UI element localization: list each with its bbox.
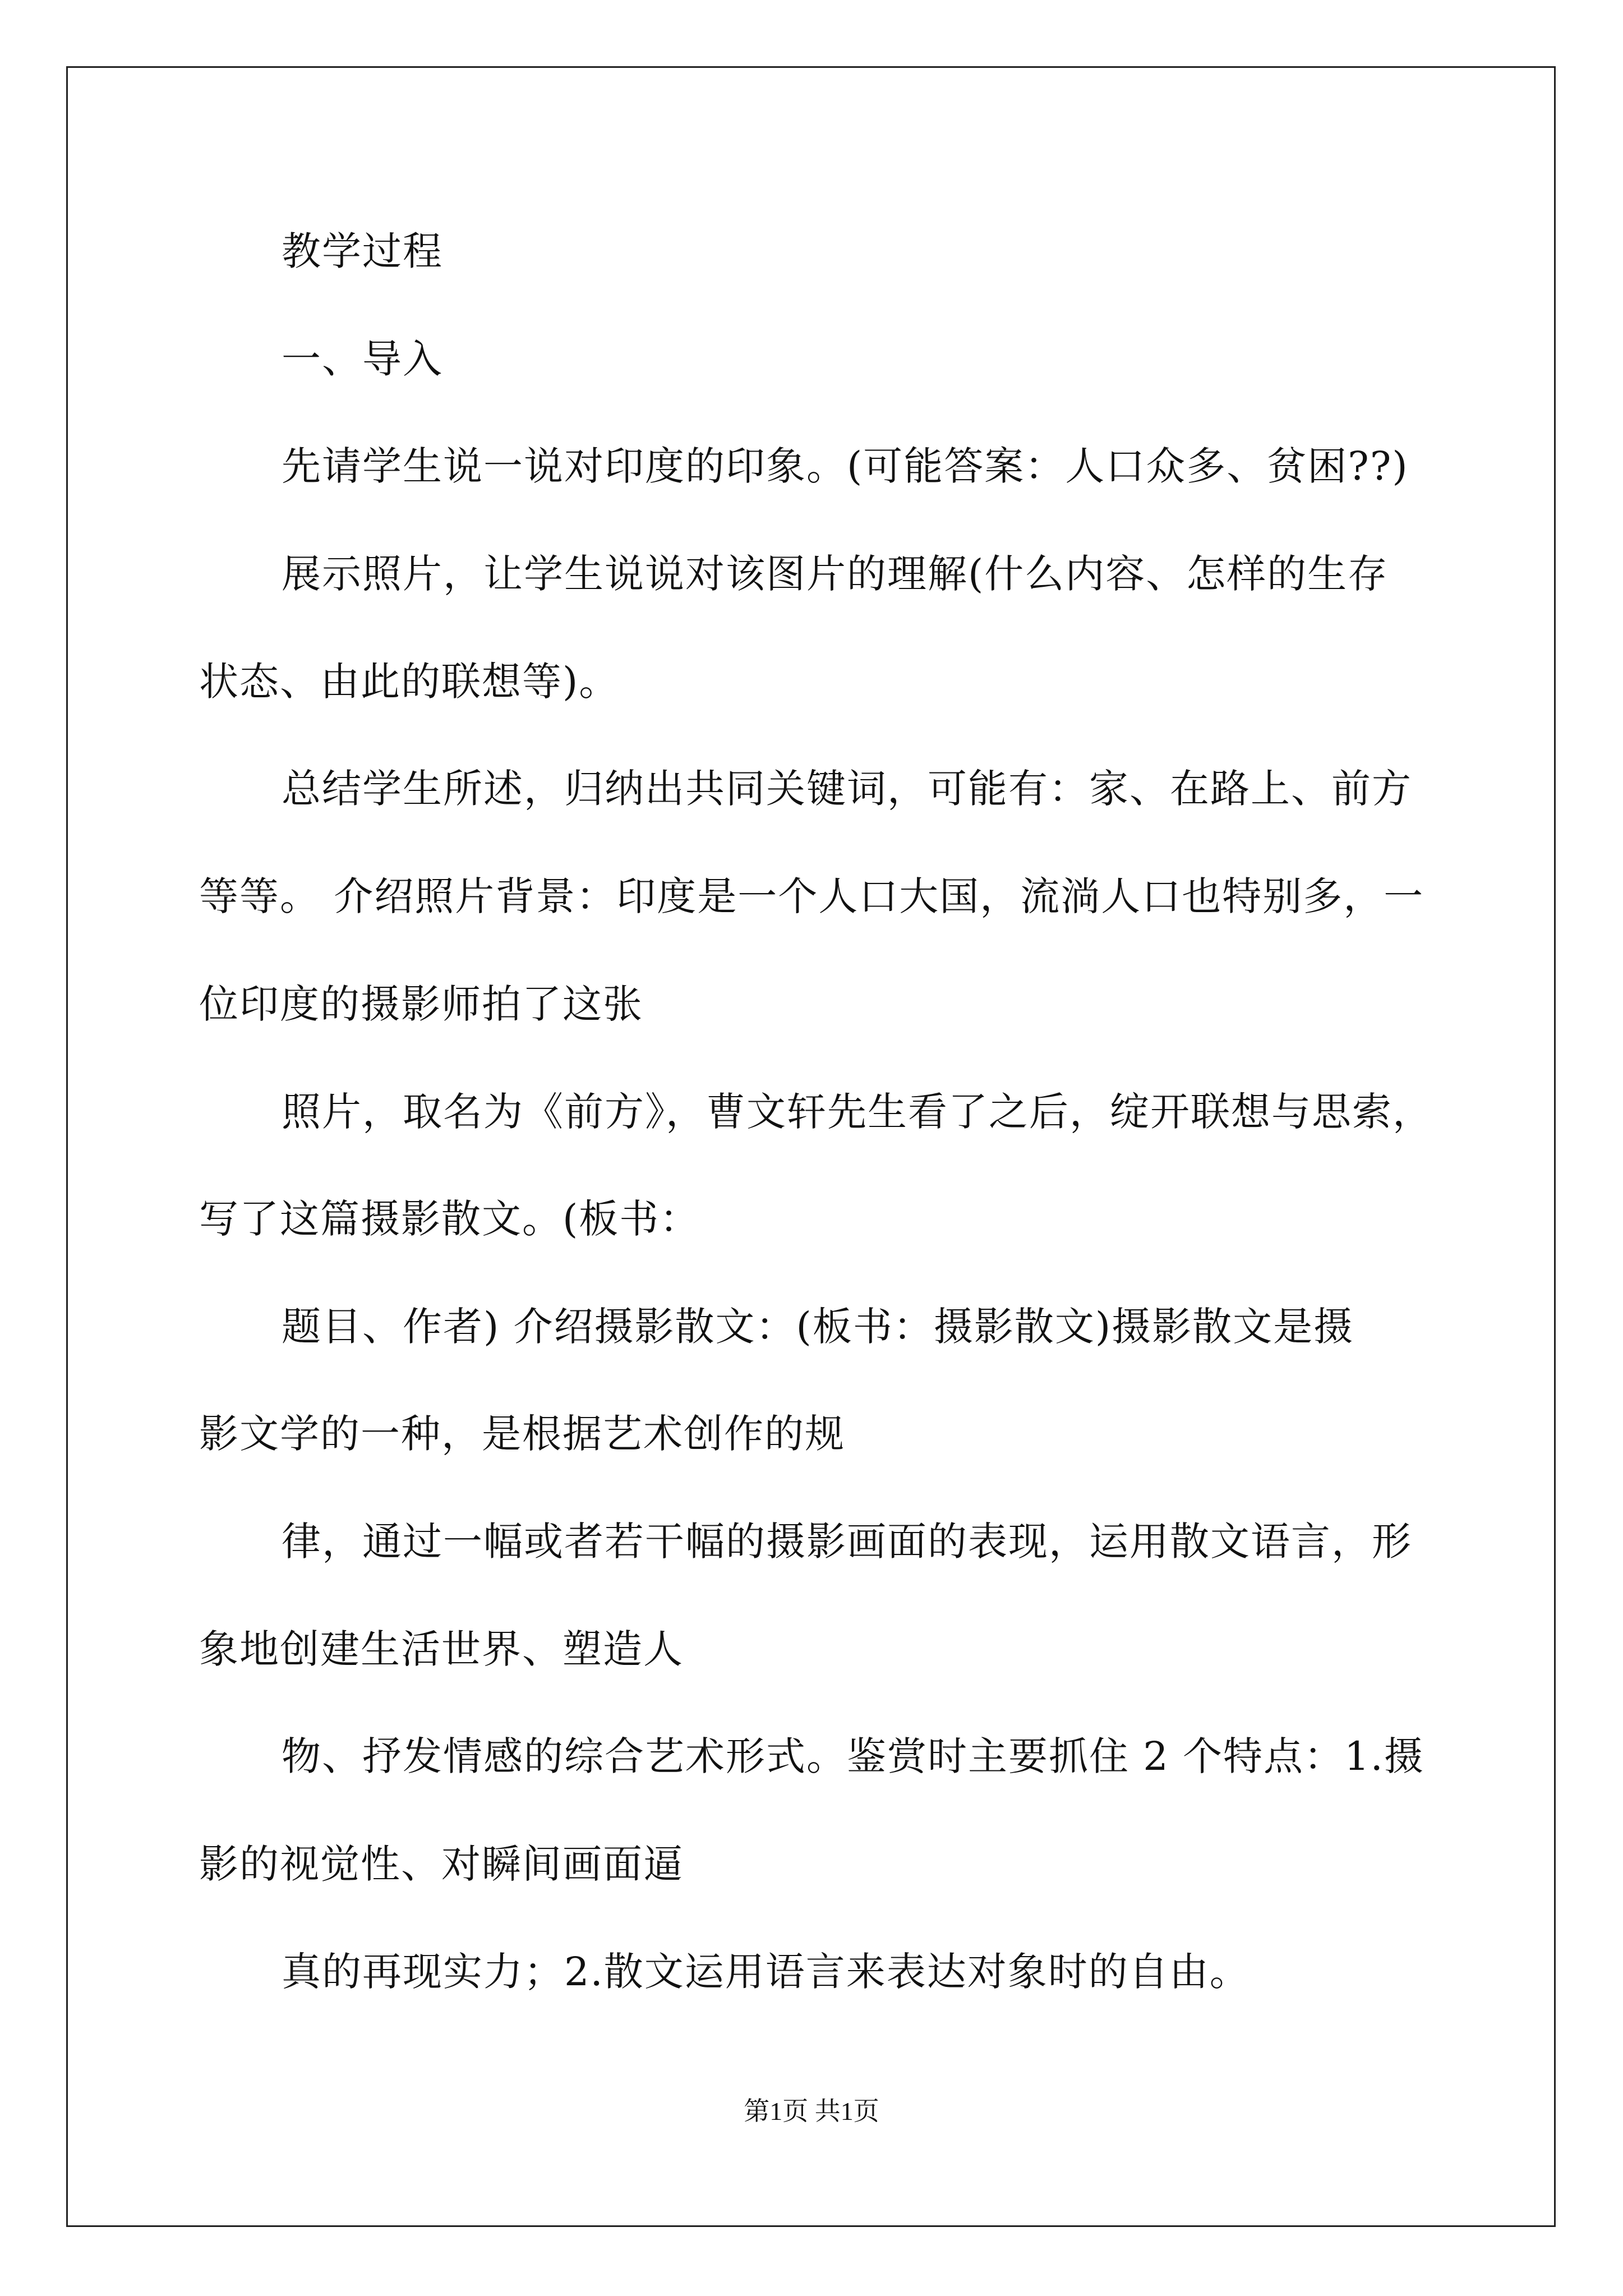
paragraph-line: 位印度的摄影师拍了这张 xyxy=(199,981,643,1027)
paragraph-line: 题目、作者) 介绍摄影散文：(板书：摄影散文)摄影散文是摄 xyxy=(282,1304,1354,1350)
paragraph-line: 影的视觉性、对瞬间画面逼 xyxy=(199,1841,684,1887)
paragraph-line: 等等。 介绍照片背景：印度是一个人口大国，流淌人口也特别多，一 xyxy=(199,873,1424,919)
paragraph-line: 物、抒发情感的综合艺术形式。鉴赏时主要抓住 2 个特点：1.摄 xyxy=(282,1733,1424,1779)
paragraph-line: 律，通过一幅或者若干幅的摄影画面的表现，运用散文语言，形 xyxy=(282,1519,1412,1565)
paragraph-line: 总结学生所述，归纳出共同关键词，可能有：家、在路上、前方 xyxy=(282,766,1412,812)
paragraph-line: 影文学的一种，是根据艺术创作的规 xyxy=(199,1411,845,1457)
section-title: 教学过程 xyxy=(282,228,443,274)
paragraph-line: 展示照片，让学生说说对该图片的理解(什么内容、怎样的生存 xyxy=(282,551,1389,597)
page-number-footer: 第1页 共1页 xyxy=(744,2097,879,2125)
paragraph-line: 象地创建生活世界、塑造人 xyxy=(199,1626,684,1672)
paragraph-line: 先请学生说一说对印度的印象。(可能答案：人口众多、贫困??) xyxy=(282,443,1409,489)
heading-introduction: 一、导入 xyxy=(282,336,443,382)
paragraph-line: 真的再现实力；2.散文运用语言来表达对象时的自由。 xyxy=(282,1949,1250,1995)
paragraph-line: 状态、由此的联想等)。 xyxy=(199,659,620,705)
paragraph-line: 照片，取名为《前方》，曹文轩先生看了之后，绽开联想与思索， xyxy=(282,1089,1433,1135)
paragraph-line: 写了这篇摄影散文。(板书： xyxy=(199,1196,700,1242)
page-border xyxy=(66,66,1556,2227)
